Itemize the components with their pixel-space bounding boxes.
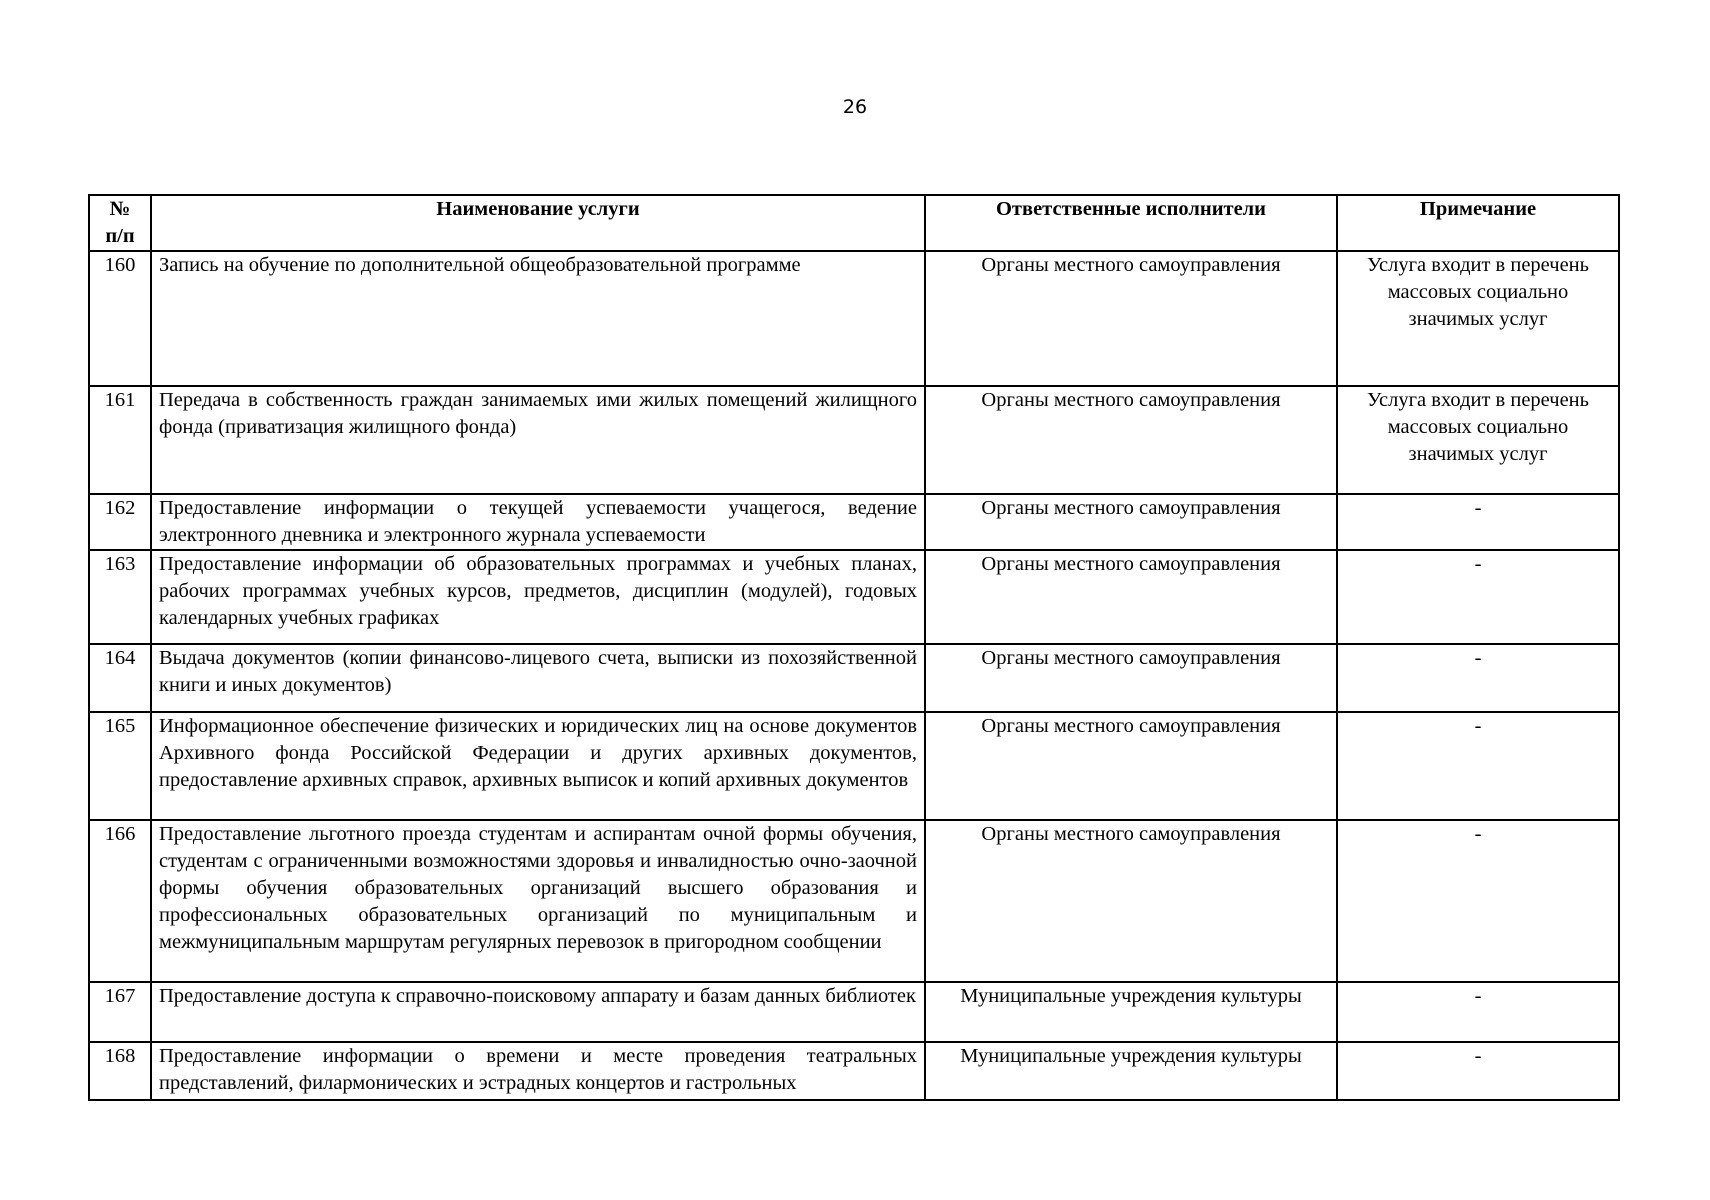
table-row [89,1042,1619,1100]
service-name: Предоставление информации об образовательных программах и учебных планах, рабочих программах учебных курсов, предметов, дисциплин (модулей), годовых календарных учебных графиках [151,550,925,644]
responsible-party: Муниципальные учреждения культуры [925,982,1337,1042]
table-header-row [89,195,1619,251]
table-row [89,982,1619,1042]
service-name: Запись на обучение по дополнительной общеобразовательной программе [151,251,925,386]
service-note: Услуга входит в перечень массовых социально значимых услуг [1337,251,1619,386]
header-service-name: Наименование услуги [151,195,925,251]
row-number: 163 [89,550,151,644]
service-name: Предоставление льготного проезда студентам и аспирантам очной формы обучения, студентам с ограниченными возможностями здоровья и инвалидностью очно-заочной формы обучения образовательных организаций высшего образования и профессиональных образовательных организаций по муниципальным и межмуниципальным маршрутам регулярных перевозок в пригородном сообщении [151,820,925,982]
table-row [89,550,1619,644]
service-note: - [1337,644,1619,712]
table-row [89,251,1619,386]
table-row [89,712,1619,820]
row-number: 160 [89,251,151,386]
table-row [89,386,1619,494]
row-number: 167 [89,982,151,1042]
service-name: Предоставление информации о времени и месте проведения театральных представлений, филармонических и эстрадных концертов и гастрольных [151,1042,925,1100]
responsible-party: Органы местного самоуправления [925,820,1337,982]
row-number: 166 [89,820,151,982]
table-row [89,820,1619,982]
header-number-symbol: № [109,198,131,220]
responsible-party: Органы местного самоуправления [925,712,1337,820]
row-number: 162 [89,494,151,550]
service-note: - [1337,820,1619,982]
table-row [89,494,1619,550]
service-name: Передача в собственность граждан занимаемых ими жилых помещений жилищного фонда (приватизация жилищного фонда) [151,386,925,494]
service-note: Услуга входит в перечень массовых социально значимых услуг [1337,386,1619,494]
service-name: Предоставление доступа к справочно-поисковому аппарату и базам данных библиотек [151,982,925,1042]
responsible-party: Органы местного самоуправления [925,550,1337,644]
services-table [88,194,1620,1101]
page-number: 26 [842,96,868,118]
responsible-party: Органы местного самоуправления [925,494,1337,550]
responsible-party: Муниципальные учреждения культуры [925,1042,1337,1100]
row-number: 168 [89,1042,151,1100]
responsible-party: Органы местного самоуправления [925,251,1337,386]
responsible-party: Органы местного самоуправления [925,644,1337,712]
header-responsible: Ответственные исполнители [925,195,1337,251]
service-name: Информационное обеспечение физических и юридических лиц на основе документов Архивного фонда Российской Федерации и других архивных документов, предоставление архивных справок, архивных выписок и копий архивных документов [151,712,925,820]
service-note: - [1337,550,1619,644]
row-number: 161 [89,386,151,494]
service-name: Выдача документов (копии финансово-лицевого счета, выписки из похозяйственной книги и иных документов) [151,644,925,712]
row-number: 165 [89,712,151,820]
header-number-abbrev: п/п [105,225,135,247]
row-number: 164 [89,644,151,712]
service-note: - [1337,1042,1619,1100]
responsible-party: Органы местного самоуправления [925,386,1337,494]
service-name: Предоставление информации о текущей успеваемости учащегося, ведение электронного дневника и электронного журнала успеваемости [151,494,925,550]
service-note: - [1337,982,1619,1042]
header-number [89,195,151,251]
service-note: - [1337,712,1619,820]
table-row [89,644,1619,712]
service-note: - [1337,494,1619,550]
header-note: Примечание [1337,195,1619,251]
